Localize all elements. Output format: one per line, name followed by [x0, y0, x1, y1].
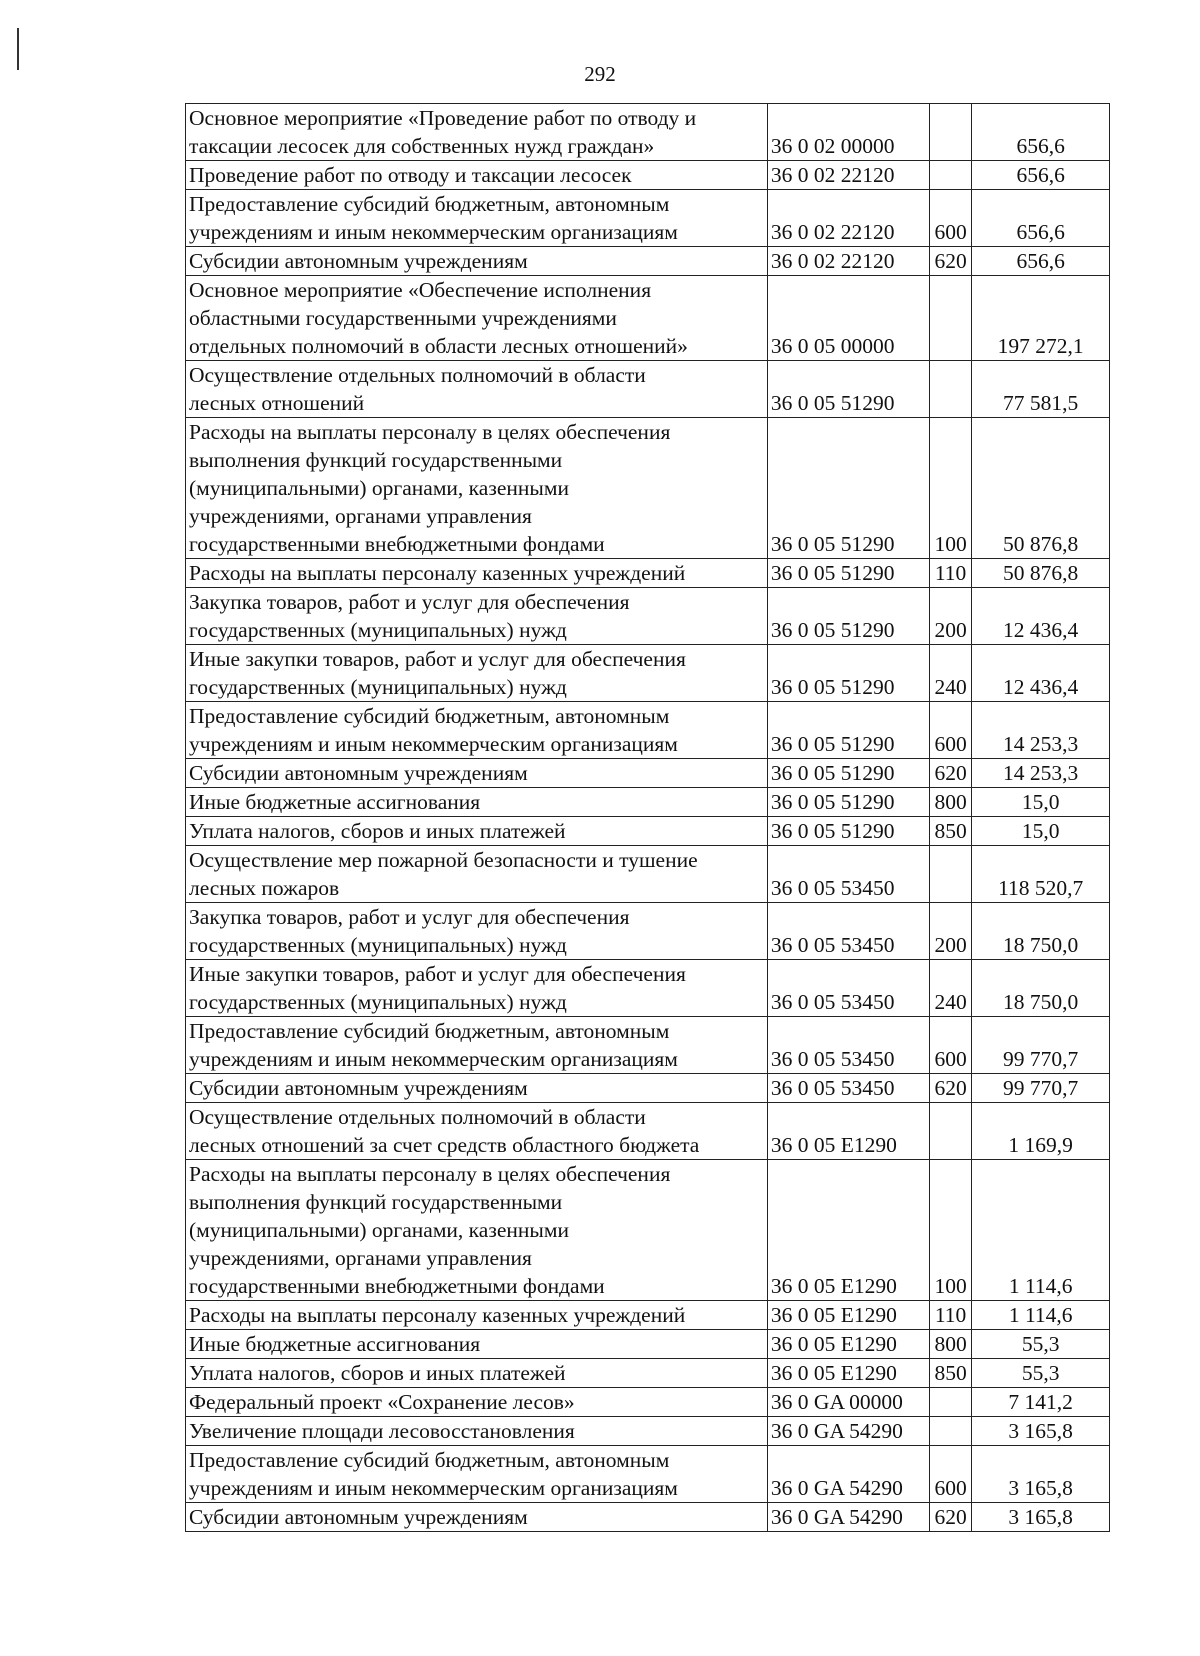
row-expense-type: [929, 361, 972, 418]
row-expense-type: [929, 276, 972, 361]
row-expense-type: [929, 104, 972, 161]
row-expense-type: 240: [929, 960, 972, 1017]
row-name: Предоставление субсидий бюджетным, автономным учреждениям и иным некоммерческим организациям: [186, 1446, 768, 1503]
row-name: Расходы на выплаты персоналу казенных учреждений: [186, 559, 768, 588]
row-amount: 1 114,6: [972, 1301, 1110, 1330]
row-code: 36 0 05 51290: [767, 759, 929, 788]
row-amount: 99 770,7: [972, 1017, 1110, 1074]
row-amount: 656,6: [972, 247, 1110, 276]
row-code: 36 0 05 51290: [767, 817, 929, 846]
row-code: 36 0 GA 00000: [767, 1388, 929, 1417]
row-amount: 14 253,3: [972, 759, 1110, 788]
row-code: 36 0 05 51290: [767, 418, 929, 559]
row-code: 36 0 05 00000: [767, 276, 929, 361]
page-number: 292: [584, 62, 616, 86]
table-row: [186, 846, 1110, 903]
row-name: Увеличение площади лесовосстановления: [186, 1417, 768, 1446]
row-amount: 656,6: [972, 190, 1110, 247]
row-amount: 55,3: [972, 1359, 1110, 1388]
row-name: Осуществление отдельных полномочий в области лесных отношений за счет средств областного бюджета: [186, 1103, 768, 1160]
row-name: Основное мероприятие «Проведение работ по отводу и таксации лесосек для собственных нужд граждан»: [186, 104, 768, 161]
row-name: Осуществление отдельных полномочий в области лесных отношений: [186, 361, 768, 418]
table-row: [186, 817, 1110, 846]
table-row: [186, 1330, 1110, 1359]
row-name: Расходы на выплаты персоналу казенных учреждений: [186, 1301, 768, 1330]
row-amount: 50 876,8: [972, 559, 1110, 588]
row-amount: 14 253,3: [972, 702, 1110, 759]
row-expense-type: [929, 161, 972, 190]
table-row: [186, 1160, 1110, 1301]
table-row: [186, 104, 1110, 161]
row-name: Предоставление субсидий бюджетным, автономным учреждениям и иным некоммерческим организациям: [186, 190, 768, 247]
row-expense-type: 800: [929, 788, 972, 817]
row-name: Закупка товаров, работ и услуг для обеспечения государственных (муниципальных) нужд: [186, 588, 768, 645]
row-name: Уплата налогов, сборов и иных платежей: [186, 817, 768, 846]
row-expense-type: 600: [929, 190, 972, 247]
table-row: [186, 1359, 1110, 1388]
budget-table: [185, 103, 1110, 1532]
row-amount: 7 141,2: [972, 1388, 1110, 1417]
row-code: 36 0 05 51290: [767, 588, 929, 645]
row-amount: 197 272,1: [972, 276, 1110, 361]
row-name: Иные закупки товаров, работ и услуг для обеспечения государственных (муниципальных) нужд: [186, 645, 768, 702]
row-code: 36 0 05 53450: [767, 960, 929, 1017]
table-row: [186, 1388, 1110, 1417]
row-expense-type: 240: [929, 645, 972, 702]
table-row: [186, 1103, 1110, 1160]
table-row: [186, 759, 1110, 788]
table-row: [186, 1074, 1110, 1103]
table-row: [186, 1503, 1110, 1532]
row-expense-type: [929, 1388, 972, 1417]
row-name: Иные закупки товаров, работ и услуг для обеспечения государственных (муниципальных) нужд: [186, 960, 768, 1017]
table-row: [186, 1417, 1110, 1446]
table-row: [186, 361, 1110, 418]
row-amount: 18 750,0: [972, 903, 1110, 960]
table-row: [186, 247, 1110, 276]
row-code: 36 0 02 22120: [767, 161, 929, 190]
row-expense-type: 110: [929, 1301, 972, 1330]
row-name: Проведение работ по отводу и таксации лесосек: [186, 161, 768, 190]
row-expense-type: 800: [929, 1330, 972, 1359]
row-expense-type: 850: [929, 1359, 972, 1388]
row-code: 36 0 05 Е1290: [767, 1330, 929, 1359]
table-row: [186, 1446, 1110, 1503]
row-code: 36 0 05 51290: [767, 361, 929, 418]
row-expense-type: 600: [929, 702, 972, 759]
row-code: 36 0 05 Е1290: [767, 1103, 929, 1160]
row-amount: 15,0: [972, 817, 1110, 846]
row-code: 36 0 GA 54290: [767, 1417, 929, 1446]
row-name: Иные бюджетные ассигнования: [186, 788, 768, 817]
row-expense-type: 200: [929, 903, 972, 960]
row-code: 36 0 05 Е1290: [767, 1301, 929, 1330]
row-expense-type: 110: [929, 559, 972, 588]
row-name: Предоставление субсидий бюджетным, автономным учреждениям и иным некоммерческим организациям: [186, 702, 768, 759]
row-name: Расходы на выплаты персоналу в целях обеспечения выполнения функций государственными (муниципальными) органами, казенными учреждениями, органами управления государственными внебюджетными фондами: [186, 418, 768, 559]
row-amount: 50 876,8: [972, 418, 1110, 559]
row-expense-type: 620: [929, 1074, 972, 1103]
row-expense-type: 600: [929, 1017, 972, 1074]
table-row: [186, 702, 1110, 759]
row-name: Закупка товаров, работ и услуг для обеспечения государственных (муниципальных) нужд: [186, 903, 768, 960]
table-row: [186, 190, 1110, 247]
row-code: 36 0 GA 54290: [767, 1446, 929, 1503]
row-expense-type: 620: [929, 247, 972, 276]
row-expense-type: 620: [929, 759, 972, 788]
row-expense-type: [929, 1103, 972, 1160]
row-amount: 18 750,0: [972, 960, 1110, 1017]
row-amount: 12 436,4: [972, 645, 1110, 702]
row-code: 36 0 05 51290: [767, 788, 929, 817]
row-expense-type: 100: [929, 418, 972, 559]
row-code: 36 0 05 53450: [767, 1017, 929, 1074]
row-amount: 3 165,8: [972, 1503, 1110, 1532]
row-expense-type: [929, 1417, 972, 1446]
row-amount: 1 169,9: [972, 1103, 1110, 1160]
row-expense-type: 600: [929, 1446, 972, 1503]
row-name: Осуществление мер пожарной безопасности и тушение лесных пожаров: [186, 846, 768, 903]
row-amount: 99 770,7: [972, 1074, 1110, 1103]
row-amount: 118 520,7: [972, 846, 1110, 903]
row-expense-type: 100: [929, 1160, 972, 1301]
row-name: Расходы на выплаты персоналу в целях обеспечения выполнения функций государственными (муниципальными) органами, казенными учреждениями, органами управления государственными внебюджетными фондами: [186, 1160, 768, 1301]
row-amount: 656,6: [972, 104, 1110, 161]
row-expense-type: 620: [929, 1503, 972, 1532]
row-code: 36 0 05 Е1290: [767, 1359, 929, 1388]
row-code: 36 0 05 51290: [767, 645, 929, 702]
row-name: Уплата налогов, сборов и иных платежей: [186, 1359, 768, 1388]
row-name: Иные бюджетные ассигнования: [186, 1330, 768, 1359]
row-expense-type: [929, 846, 972, 903]
row-code: 36 0 05 53450: [767, 903, 929, 960]
row-amount: 77 581,5: [972, 361, 1110, 418]
row-code: 36 0 05 53450: [767, 1074, 929, 1103]
row-name: Основное мероприятие «Обеспечение исполнения областными государственными учреждениями отдельных полномочий в области лесных отношений»: [186, 276, 768, 361]
row-amount: 3 165,8: [972, 1417, 1110, 1446]
row-code: 36 0 02 22120: [767, 247, 929, 276]
row-amount: 55,3: [972, 1330, 1110, 1359]
row-name: Субсидии автономным учреждениям: [186, 759, 768, 788]
budget-table-body: [186, 104, 1110, 1532]
row-amount: 15,0: [972, 788, 1110, 817]
row-code: 36 0 02 00000: [767, 104, 929, 161]
table-row: [186, 903, 1110, 960]
table-row: [186, 788, 1110, 817]
row-code: 36 0 05 51290: [767, 559, 929, 588]
table-row: [186, 1017, 1110, 1074]
row-name: Субсидии автономным учреждениям: [186, 1503, 768, 1532]
row-amount: 1 114,6: [972, 1160, 1110, 1301]
row-code: 36 0 05 51290: [767, 702, 929, 759]
row-name: Предоставление субсидий бюджетным, автономным учреждениям и иным некоммерческим организациям: [186, 1017, 768, 1074]
table-row: [186, 418, 1110, 559]
row-code: 36 0 02 22120: [767, 190, 929, 247]
table-row: [186, 588, 1110, 645]
row-amount: 656,6: [972, 161, 1110, 190]
table-row: [186, 161, 1110, 190]
row-expense-type: 200: [929, 588, 972, 645]
row-amount: 12 436,4: [972, 588, 1110, 645]
row-name: Федеральный проект «Сохранение лесов»: [186, 1388, 768, 1417]
row-code: 36 0 05 Е1290: [767, 1160, 929, 1301]
table-row: [186, 559, 1110, 588]
row-expense-type: 850: [929, 817, 972, 846]
row-amount: 3 165,8: [972, 1446, 1110, 1503]
table-row: [186, 645, 1110, 702]
table-row: [186, 960, 1110, 1017]
table-row: [186, 1301, 1110, 1330]
row-name: Субсидии автономным учреждениям: [186, 247, 768, 276]
table-row: [186, 276, 1110, 361]
row-code: 36 0 05 53450: [767, 846, 929, 903]
row-name: Субсидии автономным учреждениям: [186, 1074, 768, 1103]
row-code: 36 0 GA 54290: [767, 1503, 929, 1532]
